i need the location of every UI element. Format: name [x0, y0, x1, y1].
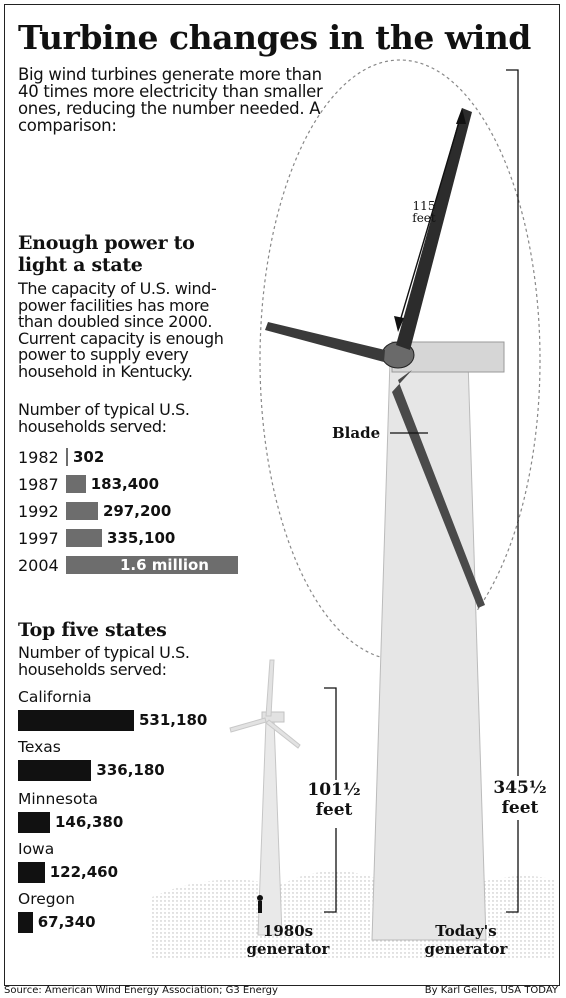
history-bar: [66, 529, 102, 547]
history-bar-row: [18, 446, 104, 468]
blade-left: [265, 322, 385, 362]
history-bar-row: [18, 554, 238, 576]
intro-text: Big wind turbines generate more than 40 times more electricity than smaller ones, reducing the number needed. A comparison:: [18, 65, 323, 135]
big-height-bracket: [506, 70, 518, 776]
history-bar: [66, 475, 86, 493]
source-note: Source: American Wind Energy Association; G3 Energy: [4, 985, 278, 996]
history-year-label: 1992: [18, 501, 59, 521]
state-bar-row: [18, 709, 207, 731]
section2-sublabel: Number of typical U.S. households served:: [18, 643, 190, 679]
credit-line: By Karl Gelles, USA TODAY: [424, 985, 558, 996]
big-height-value: 345½: [493, 778, 547, 798]
state-name-label: Oregon: [18, 890, 75, 908]
state-value-label: 336,180: [96, 761, 165, 779]
blade-up: [396, 108, 472, 350]
history-value-label: 302: [73, 448, 105, 466]
state-bar: [18, 760, 91, 781]
history-year-label: 1997: [18, 528, 59, 548]
history-bar: [66, 502, 98, 520]
state-value-label: 146,380: [54, 813, 124, 831]
modern-tower: [372, 360, 486, 940]
blade-length-label: 115 feet: [412, 199, 436, 225]
state-bar: [18, 912, 33, 933]
small-height-bracket: [324, 688, 336, 780]
big-height-unit: feet: [501, 798, 539, 818]
state-bar-row: [18, 759, 165, 781]
section1-heading: Enough power to light a state: [18, 232, 195, 276]
small-height-value: 101½: [307, 780, 361, 800]
state-bar: [18, 710, 134, 731]
small-generator-label: 1980s generator: [246, 922, 330, 958]
history-bar-row: [18, 527, 175, 549]
state-bar-row: [18, 911, 96, 933]
history-value-label: 1.6 million: [120, 556, 209, 574]
state-value-label: 531,180: [139, 711, 208, 729]
state-bar: [18, 862, 45, 883]
big-generator-label: Today's generator: [424, 922, 508, 958]
person-head: [257, 895, 263, 901]
history-bar-row: [18, 500, 171, 522]
section1-sublabel: Number of typical U.S. households served:: [18, 400, 190, 436]
state-value-label: 122,460: [49, 863, 119, 881]
history-year-label: 2004: [18, 555, 59, 575]
state-name-label: California: [18, 688, 92, 706]
section2-heading: Top five states: [18, 619, 167, 641]
history-bar-row: [18, 473, 159, 495]
small-height-unit: feet: [315, 800, 353, 820]
state-name-label: Minnesota: [18, 790, 98, 808]
page-title: Turbine changes in the wind: [18, 18, 531, 57]
history-value-label: 183,400: [90, 475, 160, 493]
person-body: [258, 901, 262, 913]
history-value-label: 297,200: [102, 502, 172, 520]
state-bar: [18, 812, 50, 833]
history-year-label: 1987: [18, 474, 59, 494]
blade-label: Blade: [332, 424, 381, 442]
history-year-label: 1982: [18, 447, 59, 467]
state-name-label: Iowa: [18, 840, 55, 858]
old-blade-up: [266, 660, 274, 716]
state-value-label: 67,340: [37, 913, 96, 931]
state-bar-row: [18, 861, 118, 883]
history-value-label: 335,100: [107, 529, 176, 547]
old-blade-left: [230, 718, 266, 732]
state-name-label: Texas: [18, 738, 61, 756]
state-bar-row: [18, 811, 123, 833]
section1-body: The capacity of U.S. wind-power facilities has more than doubled since 2000. Current capacity is enough power to supply every household in Kentucky.: [18, 279, 224, 381]
history-bar: [66, 448, 68, 466]
